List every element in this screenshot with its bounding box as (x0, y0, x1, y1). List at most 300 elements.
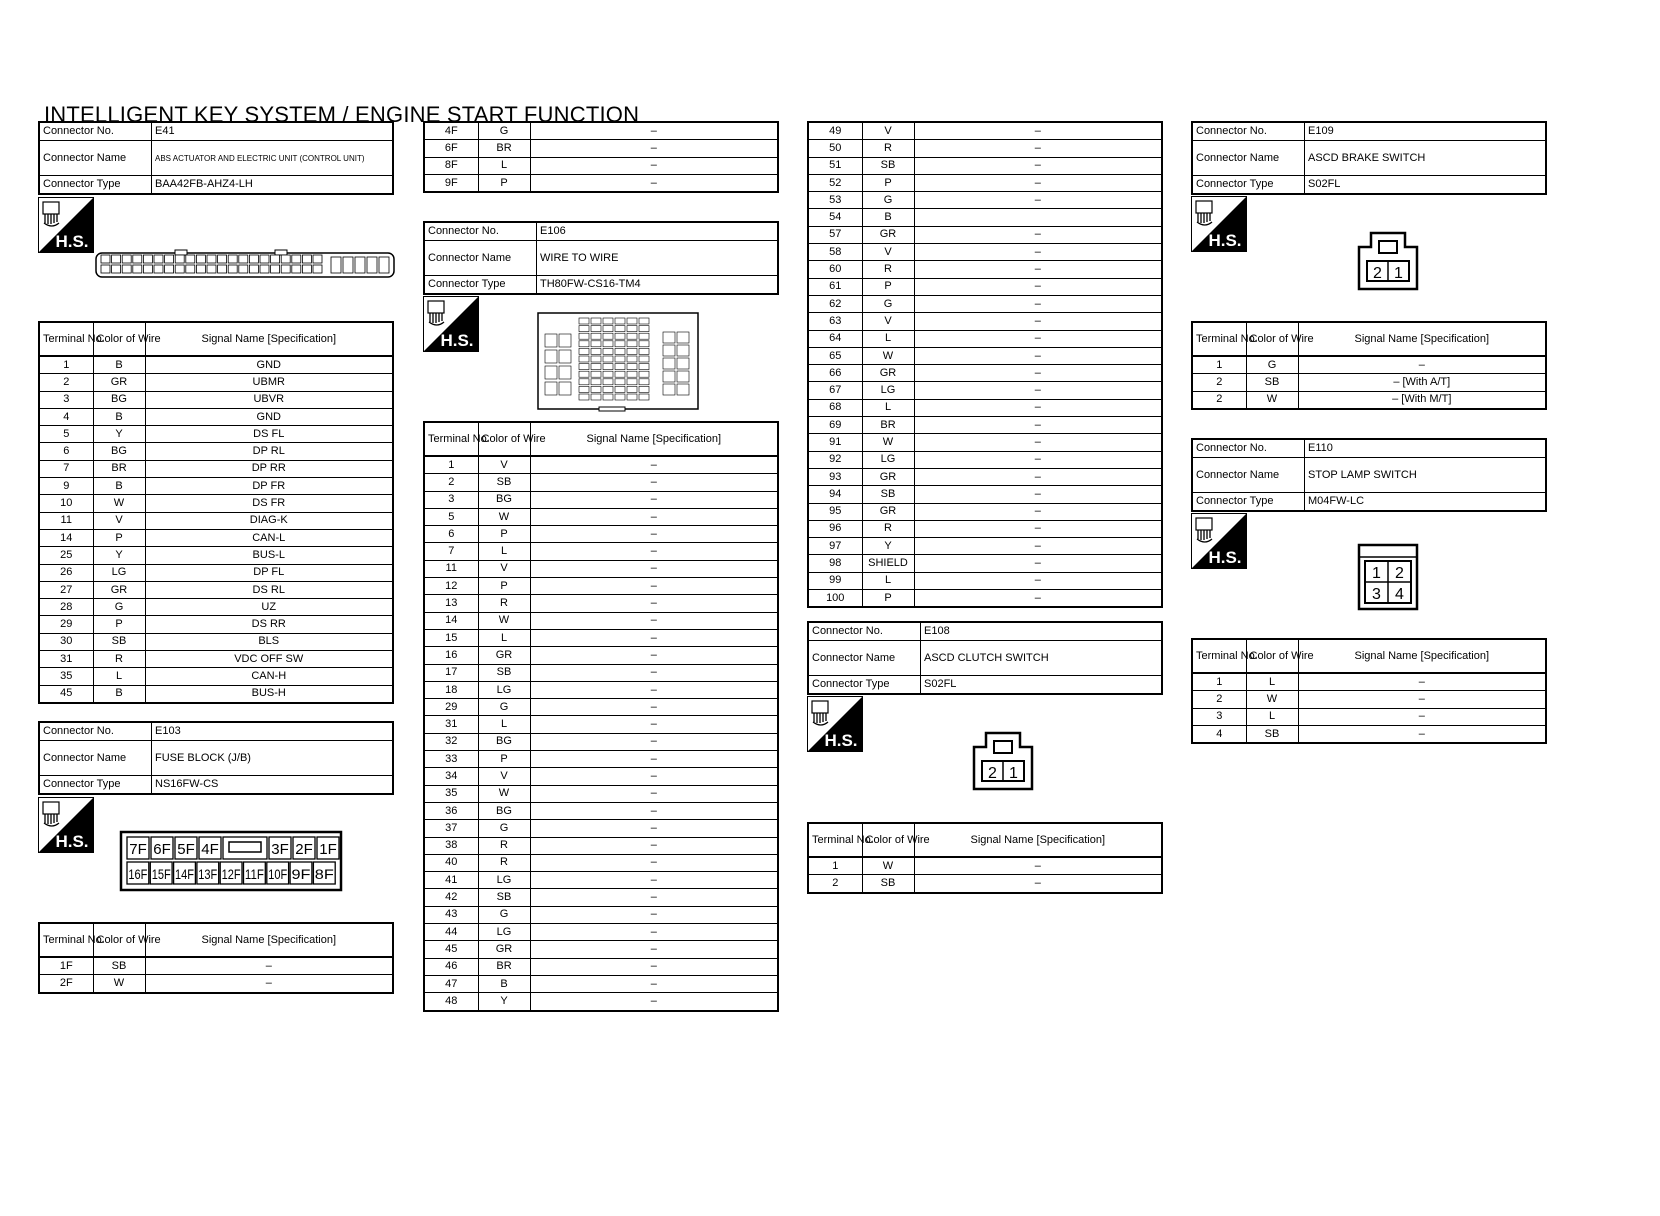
table-row (39, 957, 393, 975)
color-cell: SHIELD (862, 555, 914, 572)
pin-cell (591, 364, 601, 370)
table-row (424, 975, 778, 992)
signal-cell: – (914, 382, 1162, 399)
color-cell: L (862, 330, 914, 347)
fuse-label: 16F (128, 866, 148, 882)
color-cell: LG (478, 924, 530, 941)
table-row (808, 278, 1162, 295)
connector-no-value: E41 (152, 122, 394, 141)
hs-icon (807, 696, 863, 752)
connector-type-value: NS16FW-CS (152, 776, 394, 795)
color-cell: W (862, 434, 914, 451)
pin-cell (579, 348, 589, 354)
terminal-cell: 32 (424, 733, 478, 750)
connector-type-label: Connector Type (39, 776, 152, 795)
table-row (808, 192, 1162, 209)
connector-name-label: Connector Name (808, 641, 921, 676)
pin-cell (249, 265, 258, 273)
table-row (1192, 374, 1546, 391)
terminal-cell: 10 (39, 495, 93, 512)
pin-cell (615, 379, 625, 385)
color-cell: W (862, 347, 914, 364)
pin-cell (591, 371, 601, 377)
signal-cell: – (530, 699, 778, 716)
table-row (39, 685, 393, 703)
e106-pin-table (423, 421, 779, 1012)
col-terminal: Terminal No. (808, 823, 862, 857)
table-row (424, 543, 778, 560)
color-cell: G (862, 295, 914, 312)
signal-cell: – (914, 244, 1162, 261)
terminal-cell: 27 (39, 581, 93, 598)
pin-cell (313, 255, 322, 263)
pin-cell (579, 341, 589, 347)
table-row (424, 699, 778, 716)
signal-cell: – (1298, 691, 1546, 708)
pin-cell (143, 265, 152, 273)
color-cell: GR (93, 581, 145, 598)
pin-cell (271, 255, 280, 263)
signal-cell: – (914, 520, 1162, 537)
signal-cell: – (530, 854, 778, 871)
pin-cell (559, 366, 571, 379)
col-signal: Signal Name [Specification] (1298, 639, 1546, 673)
signal-cell: – (914, 451, 1162, 468)
table-row (808, 468, 1162, 485)
table-row (424, 508, 778, 525)
signal-cell: – (530, 681, 778, 698)
color-cell: B (478, 975, 530, 992)
pin-cell (579, 371, 589, 377)
col-terminal: Terminal No. (1192, 322, 1246, 356)
terminal-cell: 1 (424, 456, 478, 474)
color-cell: BG (478, 491, 530, 508)
e109-pin-table (1191, 321, 1547, 410)
terminal-cell: 16 (424, 647, 478, 664)
terminal-cell: 49 (808, 122, 862, 140)
connector-name-value: ABS ACTUATOR AND ELECTRIC UNIT (CONTROL UNIT) (152, 141, 394, 176)
pin-cell (663, 358, 675, 369)
signal-cell: UZ (145, 599, 393, 616)
pin-cell (639, 371, 649, 377)
pin-cell (615, 394, 625, 400)
terminal-cell: 61 (808, 278, 862, 295)
terminal-cell: 2 (1192, 391, 1246, 409)
color-cell: V (862, 313, 914, 330)
terminal-cell: 2 (39, 374, 93, 391)
signal-cell: – (530, 491, 778, 508)
terminal-cell: 3 (39, 391, 93, 408)
signal-cell: – (530, 733, 778, 750)
signal-cell: – (914, 313, 1162, 330)
table-row (39, 512, 393, 529)
connector-name-value: STOP LAMP SWITCH (1305, 458, 1547, 493)
table-row (39, 356, 393, 374)
col-color: Color of Wire (93, 923, 145, 957)
table-row (808, 382, 1162, 399)
pin-cell (175, 255, 184, 263)
pin-cell (639, 333, 649, 339)
col-color: Color of Wire (478, 422, 530, 456)
color-cell: GR (478, 941, 530, 958)
fuse-label: 14F (175, 866, 194, 882)
connector-no-value: E108 (921, 622, 1163, 641)
pin-cell (239, 255, 248, 263)
color-cell: BR (478, 140, 530, 157)
pin-cell (218, 265, 227, 273)
pin-cell (627, 371, 637, 377)
color-cell: SB (478, 664, 530, 681)
color-cell: BR (478, 958, 530, 975)
terminal-cell: 46 (424, 958, 478, 975)
terminal-cell: 15 (424, 629, 478, 646)
terminal-cell: 44 (424, 924, 478, 941)
color-cell: R (478, 837, 530, 854)
key-slot (229, 842, 261, 852)
pin-cell (639, 348, 649, 354)
pin-cell (627, 333, 637, 339)
color-cell: BR (93, 460, 145, 477)
terminal-cell: 53 (808, 192, 862, 209)
signal-cell: – (530, 993, 778, 1011)
table-row (424, 802, 778, 819)
pin-cell (175, 265, 184, 273)
table-row (39, 616, 393, 633)
color-cell: W (93, 495, 145, 512)
table-row (39, 443, 393, 460)
color-cell: SB (1246, 725, 1298, 743)
pin-cell (677, 371, 689, 382)
pin-label: 3 (1372, 586, 1381, 603)
table-row (424, 854, 778, 871)
pin-cell (603, 341, 613, 347)
fuse-label: 2F (295, 841, 313, 858)
connector-name-label: Connector Name (39, 141, 152, 176)
fuse-label: 3F (271, 841, 289, 858)
color-cell: R (862, 140, 914, 157)
fuse-label: 6F (153, 841, 171, 858)
terminal-cell: 1F (39, 957, 93, 975)
terminal-cell: 42 (424, 889, 478, 906)
pin-label: 1 (1394, 265, 1403, 282)
connector-type-label: Connector Type (808, 676, 921, 695)
table-row (39, 599, 393, 616)
fuse-label: 15F (151, 866, 171, 882)
terminal-cell: 94 (808, 486, 862, 503)
pin-cell (292, 265, 301, 273)
signal-cell: – (1298, 708, 1546, 725)
pin-cell (591, 394, 601, 400)
signal-cell: – (530, 456, 778, 474)
fuse-label: 13F (198, 866, 218, 882)
pin-cell (591, 341, 601, 347)
table-row (808, 572, 1162, 589)
pin-cell (122, 255, 131, 263)
pin-cell (207, 255, 216, 263)
terminal-cell: 4F (424, 122, 478, 140)
connector-name-label: Connector Name (1192, 458, 1305, 493)
connector-name-value: ASCD BRAKE SWITCH (1305, 141, 1547, 176)
signal-cell: – (530, 716, 778, 733)
connector-name-value: FUSE BLOCK (J/B) (152, 741, 394, 776)
e108-pin-table (807, 822, 1163, 894)
terminal-cell: 45 (39, 685, 93, 703)
signal-cell: – (530, 906, 778, 923)
pin-cell (292, 255, 301, 263)
pin-cell (627, 356, 637, 362)
signal-cell: – (530, 837, 778, 854)
e41-connector-diagram (95, 250, 395, 285)
color-cell: R (93, 651, 145, 668)
color-cell: P (862, 278, 914, 295)
terminal-cell: 25 (39, 547, 93, 564)
connector-no-value: E106 (537, 222, 779, 241)
pin-cell (228, 255, 237, 263)
pin-cell (639, 318, 649, 324)
table-row (1192, 391, 1546, 409)
table-row (424, 941, 778, 958)
table-row (808, 555, 1162, 572)
color-cell: R (478, 854, 530, 871)
fuse-label: 10F (268, 866, 288, 882)
signal-cell: – (1298, 356, 1546, 374)
signal-cell: – (530, 629, 778, 646)
pin-cell (249, 255, 258, 263)
terminal-cell: 2 (1192, 691, 1246, 708)
pin-cell (579, 333, 589, 339)
signal-cell: DS FR (145, 495, 393, 512)
table-row (39, 633, 393, 650)
pin-cell (663, 384, 675, 395)
color-cell: SB (862, 486, 914, 503)
pin-cell (677, 345, 689, 356)
terminal-cell: 4 (1192, 725, 1246, 743)
terminal-cell: 92 (808, 451, 862, 468)
table-row (808, 365, 1162, 382)
color-cell: R (862, 520, 914, 537)
terminal-cell: 47 (424, 975, 478, 992)
table-row (424, 647, 778, 664)
col-color: Color of Wire (1246, 322, 1298, 356)
table-row (424, 157, 778, 174)
pin-cell (559, 350, 571, 363)
pin-cell (603, 333, 613, 339)
terminal-cell: 5 (39, 426, 93, 443)
pin-label: 2 (1373, 265, 1382, 282)
color-cell: B (862, 209, 914, 226)
terminal-cell: 91 (808, 434, 862, 451)
table-row (808, 875, 1162, 893)
color-cell: L (93, 668, 145, 685)
color-cell: SB (93, 957, 145, 975)
signal-cell: – (530, 140, 778, 157)
signal-cell: – (530, 751, 778, 768)
e106-info (423, 221, 779, 295)
table-row (808, 157, 1162, 174)
pin-cell (196, 265, 205, 273)
color-cell: W (93, 975, 145, 993)
color-cell: GR (93, 374, 145, 391)
table-row (424, 889, 778, 906)
signal-cell: – (914, 590, 1162, 608)
table-row (424, 681, 778, 698)
signal-cell: – (530, 958, 778, 975)
hs-label: H.S. (55, 832, 89, 851)
terminal-cell: 43 (424, 906, 478, 923)
table-row (808, 313, 1162, 330)
pin-cell (579, 379, 589, 385)
signal-cell: – (530, 872, 778, 889)
signal-cell: DS FL (145, 426, 393, 443)
signal-cell: – (145, 975, 393, 993)
color-cell: Y (862, 538, 914, 555)
signal-cell: – (145, 957, 393, 975)
hs-label: H.S. (1208, 231, 1242, 250)
color-cell: L (862, 572, 914, 589)
terminal-cell: 60 (808, 261, 862, 278)
connector-no-value: E103 (152, 722, 394, 741)
terminal-cell: 14 (39, 529, 93, 546)
signal-cell: – (914, 330, 1162, 347)
pin-cell (591, 379, 601, 385)
pin-cell (639, 394, 649, 400)
color-cell: GR (862, 503, 914, 520)
table-row (808, 347, 1162, 364)
table-row (39, 478, 393, 495)
pin-cell (591, 318, 601, 324)
table-row (39, 651, 393, 668)
table-row (424, 768, 778, 785)
connector-name-label: Connector Name (424, 241, 537, 276)
connector-type-value: BAA42FB-AHZ4-LH (152, 176, 394, 195)
terminal-cell: 97 (808, 538, 862, 555)
pin-cell (260, 265, 269, 273)
color-cell: SB (862, 157, 914, 174)
hs-label: H.S. (1208, 548, 1242, 567)
signal-cell: – (914, 857, 1162, 875)
terminal-cell: 9 (39, 478, 93, 495)
col-signal: Signal Name [Specification] (1298, 322, 1546, 356)
pin-cell (579, 386, 589, 392)
pin-cell (615, 356, 625, 362)
pin-cell (591, 386, 601, 392)
fuse-label: 7F (129, 841, 147, 858)
terminal-cell: 2 (424, 474, 478, 491)
terminal-cell: 8F (424, 157, 478, 174)
signal-cell: – (530, 526, 778, 543)
col-signal: Signal Name [Specification] (145, 322, 393, 356)
pin-cell (545, 382, 557, 395)
pin-cell (627, 318, 637, 324)
signal-cell: UBVR (145, 391, 393, 408)
signal-cell: – (914, 572, 1162, 589)
signal-cell: – (530, 802, 778, 819)
table-row (39, 529, 393, 546)
hs-icon (38, 197, 94, 253)
color-cell: LG (93, 564, 145, 581)
page-title: INTELLIGENT KEY SYSTEM / ENGINE START FUNCTION (44, 102, 640, 127)
col-signal: Signal Name [Specification] (145, 923, 393, 957)
terminal-cell: 38 (424, 837, 478, 854)
signal-cell: DS RL (145, 581, 393, 598)
e108-connector-diagram (972, 731, 1034, 796)
signal-cell: – (914, 278, 1162, 295)
table-row (39, 564, 393, 581)
terminal-cell: 1 (1192, 356, 1246, 374)
hs-label: H.S. (824, 731, 858, 750)
color-cell: P (478, 578, 530, 595)
table-row (808, 590, 1162, 608)
signal-cell: – (914, 538, 1162, 555)
fuse-label: 8F (314, 866, 334, 882)
pin-cell (154, 255, 163, 263)
pin-cell (154, 265, 163, 273)
connector-type-label: Connector Type (424, 276, 537, 295)
pin-cell (663, 345, 675, 356)
color-cell: L (1246, 673, 1298, 691)
terminal-cell: 50 (808, 140, 862, 157)
terminal-cell: 17 (424, 664, 478, 681)
table-row (424, 595, 778, 612)
pin-cell (133, 265, 142, 273)
table-row (808, 226, 1162, 243)
e103-info (38, 721, 394, 795)
table-row (1192, 691, 1546, 708)
table-row (808, 451, 1162, 468)
pin-cell (313, 265, 322, 273)
color-cell: LG (478, 681, 530, 698)
connector-no-label: Connector No. (424, 222, 537, 241)
terminal-cell: 29 (424, 699, 478, 716)
table-row (424, 958, 778, 975)
signal-cell: – (530, 768, 778, 785)
connector-type-label: Connector Type (39, 176, 152, 195)
connector-type-value: S02FL (921, 676, 1163, 695)
table-row (808, 538, 1162, 555)
pin-cell (165, 265, 174, 273)
terminal-cell: 37 (424, 820, 478, 837)
pin-cell (663, 371, 675, 382)
signal-cell: GND (145, 356, 393, 374)
connector-no-label: Connector No. (39, 122, 152, 141)
pin-cell (603, 394, 613, 400)
pin-cell (579, 394, 589, 400)
signal-cell: – (1298, 673, 1546, 691)
color-cell: L (478, 716, 530, 733)
e108-info (807, 621, 1163, 695)
table-row (808, 174, 1162, 191)
terminal-cell: 64 (808, 330, 862, 347)
signal-cell: – (530, 560, 778, 577)
terminal-cell: 36 (424, 802, 478, 819)
connector-no-label: Connector No. (1192, 122, 1305, 141)
pin-cell (591, 348, 601, 354)
pin-cell (281, 255, 290, 263)
fuse-label: 1F (319, 841, 337, 858)
table-row (39, 668, 393, 685)
terminal-cell: 3 (424, 491, 478, 508)
color-cell: B (93, 685, 145, 703)
table-row (39, 975, 393, 993)
signal-cell: – (914, 486, 1162, 503)
table-row (424, 526, 778, 543)
table-row (39, 495, 393, 512)
col-terminal: Terminal No. (39, 923, 93, 957)
terminal-cell: 6F (424, 140, 478, 157)
pin-cell (559, 334, 571, 347)
terminal-cell: 48 (424, 993, 478, 1011)
pin-cell (639, 326, 649, 332)
